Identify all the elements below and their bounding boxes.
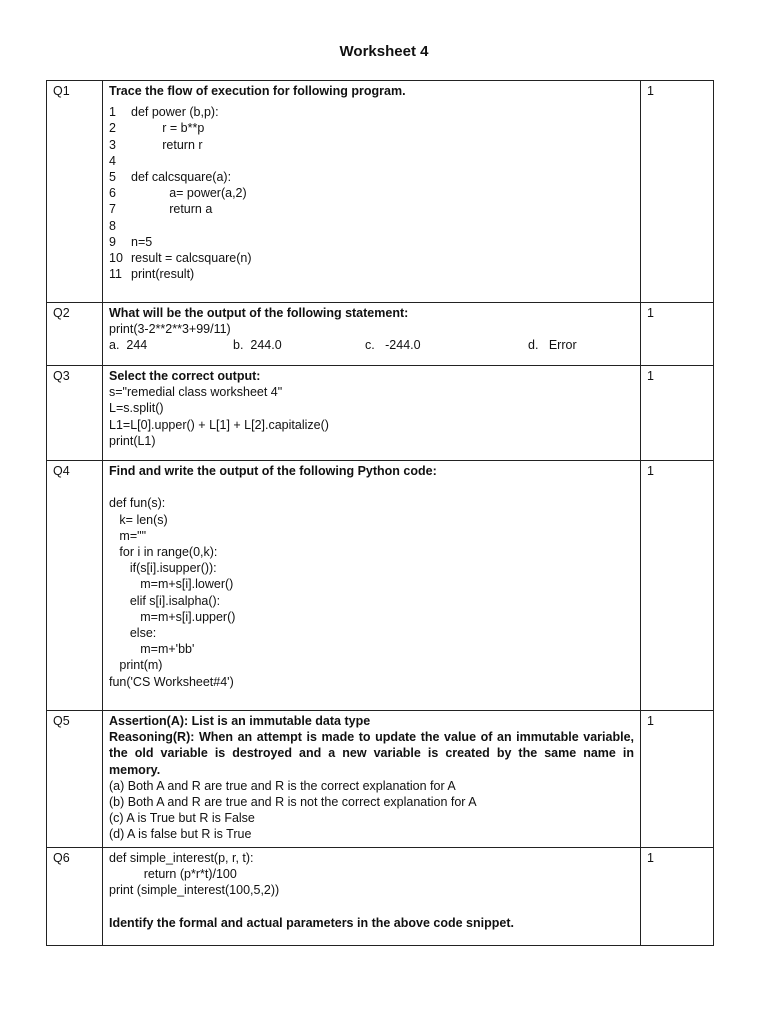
line-number: 3 [109,137,116,152]
code-line [109,137,634,153]
line-number: 1 [109,105,116,120]
page-title: Worksheet 4 [339,43,429,60]
code-line: m=m+s[i].lower() [109,577,234,592]
line-number: 7 [109,202,116,217]
line-number: 2 [109,121,116,136]
code-line: def fun(s): [109,496,166,511]
option-b: b. 244.0 [233,338,282,353]
question-row-q6 [47,848,714,946]
code-line [109,218,634,234]
code-line: fun('CS Worksheet#4') [109,674,234,689]
code-text: return a [131,202,213,217]
marks: 1 [641,303,714,366]
code-line: elif s[i].isalpha(): [109,593,221,608]
question-row-q1 [47,81,714,303]
question-body [103,81,641,303]
code-listing [109,495,634,689]
code-line [109,120,634,136]
question-number: Q5 [47,711,103,848]
option-item: (c) A is True but R is False [109,811,255,826]
code-line [109,201,634,217]
option-d: d. Error [528,338,577,353]
option-item: (a) Both A and R are true and R is the correct explanation for A [109,778,456,793]
question-row-q3 [47,366,714,461]
option-item: (b) Both A and R are true and R is not the correct explanation for A [109,795,477,810]
line-number: 8 [109,218,116,233]
code-text: def calcsquare(a): [131,170,232,185]
options-row [109,337,634,353]
code-listing [109,850,634,899]
code-listing [109,384,634,449]
code-line [109,250,634,266]
question-heading: Find and write the output of the following Python code: [109,464,437,478]
question-body [103,711,641,848]
marks: 1 [641,366,714,461]
options-list [109,778,634,843]
marks: 1 [641,848,714,946]
code-line: s="remedial class worksheet 4" [109,385,283,400]
question-heading: What will be the output of the following statement: [109,306,409,320]
code-line [109,266,634,282]
reasoning-text: Reasoning(R): When an attempt is made to update the value of an immutable variable, the old variable is destroyed and a new variable is created by the same name in memory. [109,730,634,777]
code-line [109,169,634,185]
code-line: def simple_interest(p, r, t): [109,851,254,865]
code-line [109,104,634,120]
code-line: print(3-2**2**3+99/11) [109,322,231,337]
code-line: m=m+'bb' [109,642,195,657]
question-body [103,848,641,946]
option-item: (d) A is false but R is True [109,827,252,842]
option-c: c. -244.0 [365,338,421,353]
question-instruction: Identify the formal and actual parameters in the above code snippet. [109,915,514,930]
line-number: 10 [109,251,123,266]
question-row-q5 [47,711,714,848]
code-text: r = b**p [131,121,205,136]
code-line: return (p*r*t)/100 [109,867,237,882]
line-number: 9 [109,234,116,249]
question-number: Q4 [47,461,103,711]
code-text: return r [131,137,203,152]
assertion-text: Assertion(A): List is an immutable data type [109,714,371,728]
question-number: Q3 [47,366,103,461]
question-body [103,461,641,711]
marks: 1 [641,711,714,848]
code-line: if(s[i].isupper()): [109,561,217,576]
question-body [103,366,641,461]
code-line: L1=L[0].upper() + L[1] + L[2].capitalize() [109,417,329,432]
line-number: 5 [109,170,116,185]
question-number: Q6 [47,848,103,946]
option-a: a. 244 [109,338,148,353]
code-text: result = calcsquare(n) [131,251,252,266]
line-number: 4 [109,153,116,168]
question-heading: Select the correct output: [109,369,261,383]
code-line: m=m+s[i].upper() [109,609,236,624]
marks: 1 [641,461,714,711]
code-line: L=s.split() [109,401,164,416]
code-listing [109,104,634,282]
line-number: 11 [109,267,122,282]
code-line [109,185,634,201]
code-line: k= len(s) [109,512,168,527]
code-line [109,153,634,169]
code-text: n=5 [131,234,153,249]
code-line: for i in range(0,k): [109,545,218,559]
worksheet-table [46,80,714,946]
code-text: def power (b,p): [131,105,219,120]
code-text: print(result) [131,267,195,282]
question-row-q4 [47,461,714,711]
line-number: 6 [109,186,116,201]
question-row-q2 [47,303,714,366]
code-line: print (simple_interest(100,5,2)) [109,883,280,898]
question-number: Q1 [47,81,103,303]
marks: 1 [641,81,714,303]
code-line: m="" [109,528,147,543]
question-number: Q2 [47,303,103,366]
code-line: print(L1) [109,433,156,448]
code-line: else: [109,626,157,641]
code-line: print(m) [109,658,163,673]
question-body [103,303,641,366]
code-line [109,234,634,250]
code-text: a= power(a,2) [131,186,247,201]
question-heading: Trace the flow of execution for following program. [109,84,406,98]
